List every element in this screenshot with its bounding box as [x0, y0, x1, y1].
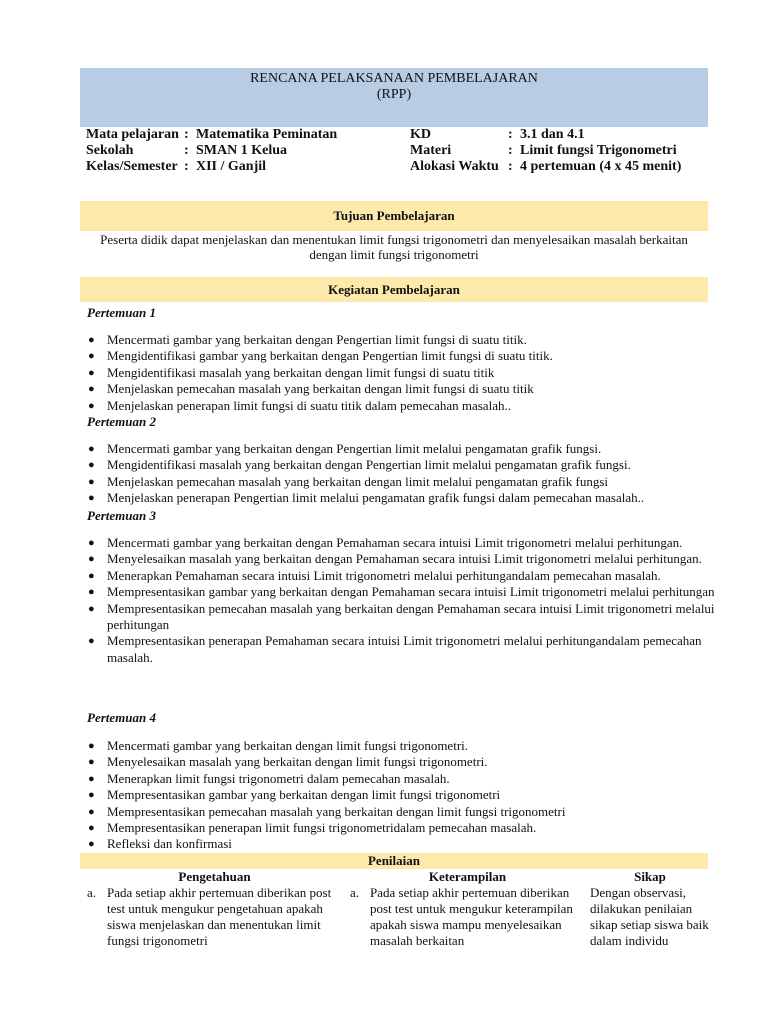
info-label: KD: [410, 127, 431, 142]
list-item: [88, 474, 716, 490]
tujuan-heading: Tujuan Pembelajaran: [80, 201, 708, 231]
info-value: SMAN 1 Kelua: [196, 143, 287, 158]
info-value: 3.1 dan 4.1: [520, 127, 585, 142]
list-item: [88, 601, 716, 634]
info-separator: :: [184, 159, 189, 174]
list-item-text: Menerapkan Pemahaman secara intuisi Limit trigonometri melalui perhitungandalam pemecahan masalah.: [107, 567, 661, 583]
list-item: [88, 820, 716, 836]
list-item: [88, 381, 716, 397]
assessment-column-pengetahuan: [87, 869, 342, 949]
meeting-activity-list: [88, 535, 716, 666]
bullet-icon: ●: [88, 586, 95, 599]
meeting-title: Pertemuan 1: [87, 305, 156, 320]
bullet-icon: ●: [88, 805, 95, 818]
bullet-icon: ●: [88, 475, 95, 488]
list-item: [88, 365, 716, 381]
info-value: Limit fungsi Trigonometri: [520, 143, 677, 158]
item-text: Pada setiap akhir pertemuan diberikan post test untuk mengukur pengetahuan apakah siswa menjelaskan dan menentukan limit fungsi trigonometri: [107, 885, 332, 948]
list-item: [88, 633, 716, 666]
list-item-text: Mencermati gambar yang berkaitan dengan Pengertian limit melalui pengamatan grafik fungsi.: [107, 441, 602, 456]
bullet-icon: ●: [88, 822, 95, 835]
list-item-text: Mencermati gambar yang berkaitan dengan Pemahaman secara intuisi Limit trigonometri melalui perhitungan.: [107, 535, 683, 550]
list-item: [88, 348, 716, 364]
info-right-block: [410, 127, 681, 175]
list-item-text: Menjelaskan penerapan limit fungsi di suatu titik dalam pemecahan masalah..: [107, 397, 511, 413]
bullet-icon: ●: [88, 350, 95, 363]
item-letter: a.: [350, 885, 360, 900]
meeting-title: Pertemuan 3: [87, 508, 156, 523]
list-item: [88, 332, 716, 348]
document-title: RENCANA PELAKSANAAN PEMBELAJARAN: [250, 71, 538, 86]
bullet-icon: ●: [88, 635, 95, 648]
list-item: [88, 771, 716, 787]
meeting-activity-list: [88, 441, 716, 507]
info-left-block: [86, 127, 337, 175]
info-label: Materi: [410, 143, 452, 158]
list-item-text: Mengidentifikasi masalah yang berkaitan dengan limit fungsi di suatu titik: [107, 364, 495, 380]
list-item-text: Mempresentasikan penerapan Pemahaman secara intuisi Limit trigonometri melalui perhitungandalam pemecahan masalah.: [107, 633, 702, 665]
info-value: Matematika Peminatan: [196, 127, 338, 142]
list-item: [88, 535, 716, 551]
list-item-text: Menerapkan limit fungsi trigonometri dalam pemecahan masalah.: [107, 770, 450, 786]
info-separator: :: [508, 159, 513, 174]
bullet-icon: ●: [88, 459, 95, 472]
list-item-text: Mencermati gambar yang berkaitan dengan limit fungsi trigonometri.: [107, 738, 469, 753]
list-item: [88, 398, 716, 414]
list-item-text: Menjelaskan pemecahan masalah yang berkaitan dengan limit fungsi di suatu titik: [107, 381, 534, 397]
bullet-icon: ●: [88, 334, 95, 346]
bullet-icon: ●: [88, 366, 95, 379]
list-item-text: Mencermati gambar yang berkaitan dengan Pengertian limit fungsi di suatu titik.: [107, 332, 527, 347]
info-separator: :: [508, 143, 513, 158]
bullet-icon: ●: [88, 492, 95, 505]
penilaian-heading: Penilaian: [80, 853, 708, 869]
bullet-icon: ●: [88, 756, 95, 769]
info-label: Alokasi Waktu: [410, 159, 499, 174]
list-item: [88, 568, 716, 584]
bullet-icon: ●: [88, 383, 95, 396]
info-row: [86, 143, 337, 159]
list-item: [88, 754, 716, 770]
assessment-item: [87, 885, 342, 949]
info-separator: :: [184, 127, 189, 142]
meeting-title: Pertemuan 4: [87, 710, 156, 725]
list-item-text: Mempresentasikan penerapan limit fungsi trigonometridalam pemecahan masalah.: [107, 820, 537, 836]
info-label: Sekolah: [86, 143, 134, 158]
list-item-text: Menjelaskan penerapan Pengertian limit melalui pengamatan grafik fungsi dalam pemecahan masalah..: [107, 490, 645, 506]
info-separator: :: [184, 143, 189, 158]
list-item-text: Refleksi dan konfirmasi: [107, 836, 232, 852]
list-item: [88, 804, 716, 820]
info-label: Kelas/Semester: [86, 159, 178, 174]
list-item: [88, 551, 716, 567]
item-text: Dengan observasi, dilakukan penilaian sikap setiap siswa baik dalam individu: [590, 885, 709, 948]
bullet-icon: ●: [88, 838, 95, 851]
assessment-column-sikap: [590, 869, 710, 949]
bullet-icon: ●: [88, 553, 95, 566]
list-item: [88, 584, 716, 600]
tujuan-text: Peserta didik dapat menjelaskan dan menentukan limit fungsi trigonometri dan menyelesaikan masalah berkaitan dengan limit fungsi trigonometri: [100, 232, 688, 262]
bullet-icon: ●: [88, 789, 95, 802]
meeting-activity-list: [88, 332, 716, 414]
assessment-column-heading: Sikap: [634, 869, 666, 884]
list-item-text: Mengidentifikasi masalah yang berkaitan dengan Pengertian limit melalui pengamatan grafik fungsi.: [107, 457, 631, 473]
info-row: [410, 143, 681, 159]
item-text: Pada setiap akhir pertemuan diberikan post test untuk mengukur keterampilan apakah siswa mampu menyelesaikan masalah berkaitan: [370, 885, 573, 948]
info-value: 4 pertemuan (4 x 45 menit): [520, 159, 682, 174]
assessment-column-heading: Keterampilan: [428, 869, 507, 884]
bullet-icon: ●: [88, 602, 95, 615]
info-row: [86, 159, 337, 175]
list-item: [88, 457, 716, 473]
document-subtitle: (RPP): [376, 87, 412, 102]
list-item: [88, 490, 716, 506]
assessment-column-heading: Pengetahuan: [178, 869, 251, 884]
assessment-column-keterampilan: [350, 869, 585, 949]
assessment-item: [350, 885, 585, 949]
list-item: [88, 787, 716, 803]
info-separator: :: [508, 127, 513, 142]
list-item: [88, 738, 716, 754]
list-item-text: Menjelaskan pemecahan masalah yang berkaitan dengan limit melalui pengamatan grafik fungsi: [107, 473, 609, 489]
bullet-icon: ●: [88, 772, 95, 785]
list-item-text: Mengidentifikasi gambar yang berkaitan dengan Pengertian limit fungsi di suatu titik.: [107, 348, 553, 364]
meeting-activity-list: [88, 738, 716, 853]
item-letter: a.: [87, 885, 97, 900]
info-value: XII / Ganjil: [196, 159, 267, 174]
kegiatan-heading: Kegiatan Pembelajaran: [80, 277, 708, 302]
info-row: [86, 127, 337, 143]
rpp-header: [80, 68, 708, 127]
bullet-icon: ●: [88, 399, 95, 412]
info-row: [410, 159, 681, 175]
list-item: [88, 441, 716, 457]
bullet-icon: ●: [88, 537, 95, 549]
meeting-title: Pertemuan 2: [87, 414, 156, 429]
list-item-text: Mempresentasikan pemecahan masalah yang berkaitan dengan limit fungsi trigonometri: [107, 803, 566, 819]
list-item-text: Mempresentasikan pemecahan masalah yang berkaitan dengan Pemahaman secara intuisi Limit trigonometri melalui perhitungan: [107, 600, 715, 633]
list-item-text: Mempresentasikan gambar yang berkaitan dengan Pemahaman secara intuisi Limit trigonometri melalui perhitungan: [107, 584, 715, 600]
info-row: [410, 127, 681, 143]
info-label: Mata pelajaran: [86, 127, 179, 142]
list-item-text: Mempresentasikan gambar yang berkaitan dengan limit fungsi trigonometri: [107, 787, 501, 803]
bullet-icon: ●: [88, 740, 95, 752]
list-item-text: Menyelesaikan masalah yang berkaitan dengan limit fungsi trigonometri.: [107, 754, 488, 770]
bullet-icon: ●: [88, 443, 95, 455]
list-item: [88, 836, 716, 852]
list-item-text: Menyelesaikan masalah yang berkaitan dengan Pemahaman secara intuisi Limit trigonometri melalui perhitungan.: [107, 551, 702, 567]
bullet-icon: ●: [88, 569, 95, 582]
